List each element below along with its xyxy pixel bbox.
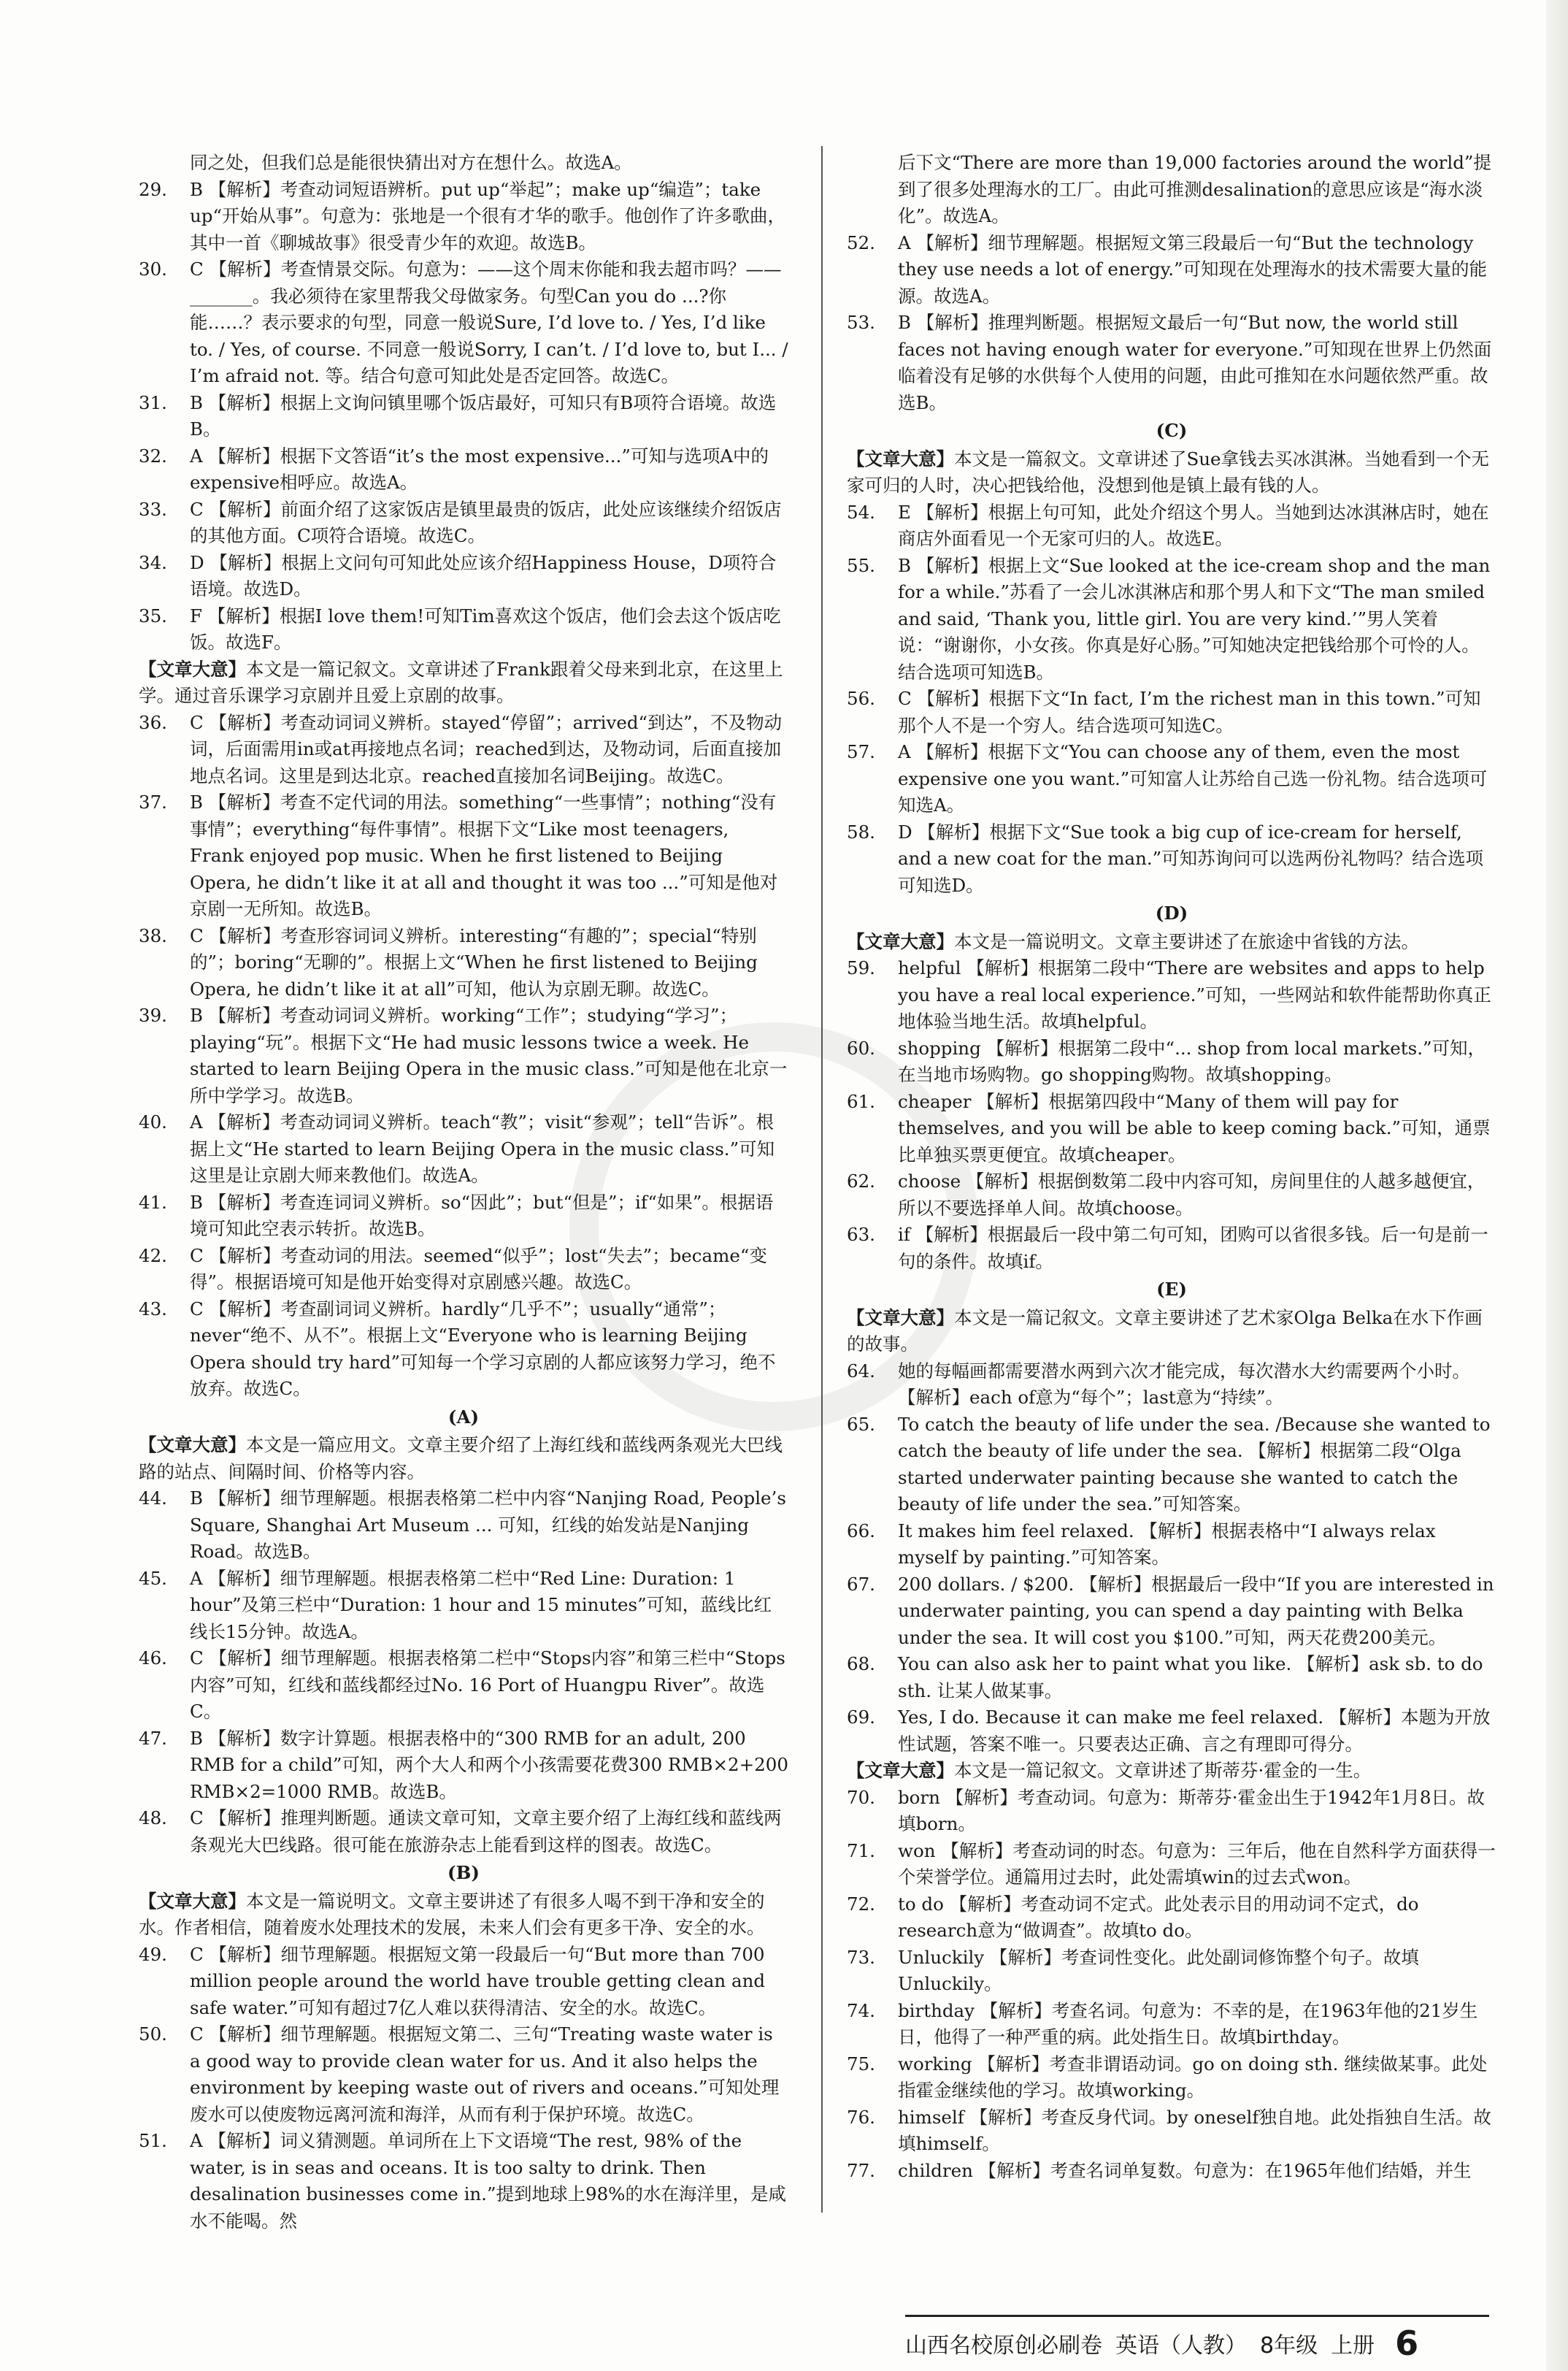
answer-item — [847, 1838, 1496, 1891]
answer-text: Unluckily 【解析】考查词性变化。此处副词修饰整个句子。故填Unluckily。 — [898, 1946, 1419, 1994]
section-heading: (C) — [1156, 420, 1188, 441]
answer-number: 64. — [847, 1360, 875, 1382]
answer-item — [139, 1805, 788, 1858]
summary-label: 【文章大意】 — [847, 448, 954, 470]
answer-number: 34. — [139, 551, 167, 573]
answer-text: birthday 【解析】考查名词。句意为：不幸的是，在1963年他的21岁生日，他得了一种严重的病。此处指生日。故填birthday。 — [898, 1999, 1478, 2048]
answer-item — [139, 923, 788, 1003]
summary-text: 本文是一篇说明文。文章主要讲述了有很多人喝不到干净和安全的水。作者相信，随着废水处理技术的发展，未来人们会有更多干净、安全的水。 — [139, 1890, 765, 1938]
answer-text: C 【解析】考查副词词义辨析。hardly“几乎不”；usually“通常”；never“绝不、从不”。根据上文“Everyone who is learning Beijing Opera should try hard”可知每一个学习京剧的人都应该努力学习，绝不放弃。故选C。 — [190, 1298, 776, 1399]
answer-number: 61. — [847, 1090, 875, 1112]
answer-text: himself 【解析】考查反身代词。by oneself独自地。此处指独自生活。故填himself。 — [898, 2106, 1491, 2154]
answer-item — [847, 1518, 1496, 1571]
answer-number: 44. — [139, 1487, 167, 1509]
answer-item — [847, 1651, 1496, 1704]
answer-item — [847, 819, 1496, 900]
answer-text: C 【解析】考查动词的用法。seemed“似乎”；lost“失去”；became“变得”。根据语境可知是他开始变得对京剧感兴趣。故选C。 — [190, 1244, 767, 1292]
article-summary — [847, 929, 1496, 956]
section-heading: (B) — [447, 1862, 480, 1883]
answer-text: A 【解析】根据下文答语“it’s the most expensive...”可知与选项A中的expensive相呼应。故选A。 — [190, 445, 769, 493]
answer-number: 73. — [847, 1946, 875, 1968]
right-column — [847, 150, 1496, 2184]
answer-number: 57. — [847, 741, 875, 762]
answer-number: 37. — [139, 792, 167, 813]
answer-text: It makes him feel relaxed. 【解析】根据表格中“I always relax myself by painting.”可知答案。 — [898, 1520, 1436, 1568]
answer-number: 39. — [139, 1005, 167, 1026]
left-column — [139, 150, 788, 2234]
answer-text: C 【解析】考查动词词义辨析。stayed“停留”；arrived“到达”，不及物动词，后面需用in或at再接地点名词；reached到达，及物动词，后面直接加地点名词。这里是到达北京。reached直接加名词Beijing。故选C。 — [190, 711, 783, 786]
answer-number: 75. — [847, 2053, 875, 2075]
answer-number: 42. — [139, 1244, 167, 1266]
summary-text: 本文是一篇说明文。文章主要讲述了在旅途中省钱的方法。 — [954, 930, 1419, 952]
summary-label: 【文章大意】 — [139, 1890, 246, 1912]
answer-number: 60. — [847, 1037, 875, 1059]
answer-item — [847, 310, 1496, 416]
page-number: 6 — [1395, 2324, 1419, 2363]
answer-text: B 【解析】考查动词词义辨析。working“工作”；studying“学习”；playing“玩”。根据下文“He had music lessons twice a week. He started to learn Beijing Opera in the music class.”可知是他在北京一所中学学习。故选B。 — [190, 1005, 788, 1106]
answer-item — [139, 1109, 788, 1190]
answer-number: 65. — [847, 1413, 875, 1435]
answer-text: helpful 【解析】根据第二段中“There are websites and apps to help you have a real local experience.”可知，一些网站和软件能帮助你真正地体验当地生活。故填helpful。 — [898, 957, 1491, 1032]
answer-item — [139, 550, 788, 603]
answer-item — [847, 1089, 1496, 1169]
answer-text: B 【解析】细节理解题。根据表格第二栏中内容“Nanjing Road, People’s Square, Shanghai Art Museum ... 可知，红线的始发站是Nanjing Road。故选B。 — [190, 1487, 786, 1562]
answer-text: C 【解析】细节理解题。根据短文第一段最后一句“But more than 700 million people around the world have trouble getting clean and safe water.”可知有超过7亿人难以获得清洁、安全的水。故选C。 — [190, 1943, 766, 2018]
answer-item — [847, 1168, 1496, 1222]
answer-number: 56. — [847, 688, 875, 709]
answer-text: choose 【解析】根据倒数第二段中内容可知，房间里住的人越多越便宜，所以不要选择单人间。故填choose。 — [898, 1171, 1486, 1219]
answer-text: born 【解析】考查动词。句意为：斯蒂芬·霍金出生于1942年1月8日。故填born。 — [898, 1786, 1486, 1834]
section-heading: (D) — [1155, 903, 1188, 924]
answer-text: A 【解析】考查动词词义辨析。teach“教”；visit“参观”；tell“告诉”。根据上文“He started to learn Beijing Opera in the music class.”可知这里是让京剧大师来教他们。故选A。 — [190, 1111, 775, 1186]
answer-number: 43. — [139, 1298, 167, 1319]
answer-item — [139, 1566, 788, 1646]
answer-item — [847, 739, 1496, 819]
answer-text: A 【解析】细节理解题。根据短文第三段最后一句“But the technology they use needs a lot of energy.”可知现在处理海水的技术需要大量的能源。故选A。 — [898, 231, 1488, 307]
answer-text: working 【解析】考查非谓语动词。go on doing sth. 继续做某事。此处指霍金继续他的学习。故填working。 — [898, 2053, 1488, 2101]
answer-number: 35. — [139, 605, 167, 627]
article-summary — [847, 1758, 1496, 1785]
answer-item — [847, 1358, 1496, 1412]
article-summary — [139, 1888, 788, 1942]
answer-number: 67. — [847, 1573, 875, 1595]
answer-number: 49. — [139, 1943, 167, 1965]
answer-item — [847, 955, 1496, 1035]
answer-item — [847, 499, 1496, 553]
answer-text: B 【解析】推理判断题。根据短文最后一句“But now, the world still faces not having enough water for everyone.”可知现在世界上仍然面临着没有足够的水供每个人使用的问题，由此可推知在水问题依然严重。故选B。 — [898, 312, 1492, 413]
answer-item — [139, 2021, 788, 2128]
answer-text: 200 dollars. / $200. 【解析】根据最后一段中“If you are interested in underwater painting, you can spend a day painting with Belka under the sea. It will cost you $100.”可知，两天花费200美元。 — [898, 1573, 1494, 1648]
answer-text: B 【解析】数字计算题。根据表格中的“300 RMB for an adult, 200 RMB for a child”可知，两个大人和两个小孩需要花费300 RMB×2+200 RMB×2=1000 RMB。故选B。 — [190, 1727, 788, 1802]
page-footer — [905, 2315, 1489, 2365]
answer-number: 45. — [139, 1567, 167, 1589]
answer-number: 54. — [847, 501, 875, 523]
article-summary — [139, 656, 788, 710]
answer-number: 68. — [847, 1653, 875, 1674]
answer-text: You can also ask her to paint what you like. 【解析】ask sb. to do sth. 让某人做某事。 — [898, 1653, 1483, 1701]
answer-item — [847, 1891, 1496, 1945]
answer-item — [847, 1785, 1496, 1838]
answer-number: 29. — [139, 178, 167, 200]
footer-series: 山西名校原创必刷卷 — [905, 2333, 1102, 2359]
answer-item — [139, 1942, 788, 2022]
answer-text: A 【解析】根据下文“You can choose any of them, even the most expensive one you want.”可知富人让苏给自己选一份礼物。结合选项可知选A。 — [898, 741, 1488, 816]
article-summary — [139, 1432, 788, 1485]
answer-text: D 【解析】根据下文“Sue took a big cup of ice-cream for herself, and a new coat for the man.”可知苏询问可以选两份礼物吗？结合选项可知选D。 — [898, 821, 1484, 896]
answer-item — [847, 2051, 1496, 2104]
answer-text: to do 【解析】考查动词不定式。此处表示目的用动词不定式，do research意为“做调查”。故填to do。 — [898, 1893, 1419, 1941]
answer-number: 63. — [847, 1224, 875, 1245]
answer-text: won 【解析】考查动词的时态。句意为：三年后，他在自然科学方面获得一个荣誉学位。通篇用过去时，此处需填win的过去式won。 — [898, 1839, 1496, 1888]
answer-item — [139, 1725, 788, 1806]
answer-item — [847, 1035, 1496, 1089]
answer-text: A 【解析】词义猜测题。单词所在上下文语境“The rest, 98% of the water, is in seas and oceans. It is too salty to drink. Then desalination businesses come in.”提到地球上98%的水在海洋里，是咸水不能喝。然 — [190, 2130, 786, 2232]
answer-text: C 【解析】前面介绍了这家饭店是镇里最贵的饭店，此处应该继续介绍饭店的其他方面。C项符合语境。故选C。 — [190, 498, 782, 546]
answer-item — [139, 1645, 788, 1725]
footer-subject: 英语（人教） — [1115, 2333, 1247, 2359]
answer-text: B 【解析】根据上文“Sue looked at the ice-cream shop and the man for a while.”苏看了一会儿冰淇淋店和那个男人和下文“The man smiled and said, ‘Thank you, little girl. You are very kind.’”男人笑着说：“谢谢你，小女孩。你真是好心肠。”可知她决定把钱给那个可怜的人。结合选项可知选B。 — [898, 554, 1491, 683]
footer-volume: 上册 — [1331, 2333, 1375, 2359]
article-summary — [847, 1305, 1496, 1358]
answer-item — [139, 1243, 788, 1296]
answer-item — [139, 789, 788, 923]
answer-number: 71. — [847, 1839, 875, 1861]
answer-text: C 【解析】考查情景交际。句意为：——这个周末你能和我去超市吗？——_______。我必须待在家里帮我父母做家务。句型Can you do ...?你能……？表示要求的句型，同意一般说Sure, I’d love to. / Yes, I’d like to. / Yes, of course. 不同意一般说Sorry, I can’t. / I’d love to, but I... / I’m afraid not. 等。结合句意可知此处是否定回答。故选C。 — [190, 258, 788, 386]
answer-item — [139, 1296, 788, 1403]
answer-text: B 【解析】考查连词词义辨析。so“因此”；but“但是”；if“如果”。根据语境可知此空表示转折。故选B。 — [190, 1191, 774, 1239]
column-divider — [821, 146, 823, 2213]
answer-text: E 【解析】根据上句可知，此处介绍这个男人。当她到达冰淇淋店时，她在商店外面看见一个无家可归的人。故选E。 — [898, 501, 1489, 549]
answer-item — [139, 390, 788, 443]
answer-item — [847, 686, 1496, 739]
answer-number: 31. — [139, 391, 167, 413]
summary-text: 本文是一篇记叙文。文章讲述了Frank跟着父母来到北京，在这里上学。通过音乐课学习京剧并且爱上京剧的故事。 — [139, 658, 783, 706]
answer-number: 47. — [139, 1727, 167, 1749]
answer-item — [847, 1945, 1496, 1998]
answer-number: 66. — [847, 1520, 875, 1541]
answer-item — [139, 1485, 788, 1566]
summary-text: 本文是一篇记叙文。文章讲述了斯蒂芬·霍金的一生。 — [954, 1760, 1372, 1781]
answer-number: 51. — [139, 2130, 167, 2151]
article-summary — [847, 446, 1496, 499]
answer-text: cheaper 【解析】根据第四段中“Many of them will pay for themselves, and you will be able to keep coming back.”可知，通票比单独买票更便宜。故填cheaper。 — [898, 1090, 1491, 1165]
answer-number: 53. — [847, 312, 875, 333]
summary-text: 本文是一篇应用文。文章主要介绍了上海红线和蓝线两条观光大巴线路的站点、间隔时间、价格等内容。 — [139, 1434, 783, 1482]
answer-number: 70. — [847, 1786, 875, 1808]
answer-number: 52. — [847, 231, 875, 253]
answer-text: C 【解析】细节理解题。根据短文第二、三句“Treating waste water is a good way to provide clean water for us. And it also helps the environment by keeping waste out of rivers and oceans.”可知处理废水可以使废物远离河流和海洋，从而有利于保护环境。故选C。 — [190, 2023, 780, 2125]
answer-text: C 【解析】根据下文“In fact, I’m the richest man in this town.”可知那个人不是一个穷人。结合选项可知选C。 — [898, 688, 1481, 736]
answer-number: 62. — [847, 1171, 875, 1192]
answer-item — [847, 2158, 1496, 2185]
answer-text: B 【解析】考查动词短语辨析。put up“举起”；make up“编造”；take up“开始从事”。句意为：张地是一个很有才华的歌手。他创作了许多歌曲，其中一首《聊城故事》很受青少年的欢迎。故选B。 — [190, 178, 786, 253]
answer-text: A 【解析】细节理解题。根据表格第二栏中“Red Line: Duration: 1 hour”及第三栏中“Duration: 1 hour and 15 minutes”可知，蓝线比红线长15分钟。故选A。 — [190, 1567, 772, 1642]
answer-text: Yes, I do. Because it can make me feel relaxed. 【解析】本题为开放性试题，答案不唯一。只要表达正确、言之有理即可得分。 — [898, 1707, 1491, 1755]
continued-text: 后下文“There are more than 19,000 factories around the world”提到了很多处理海水的工厂。由此可推测desalination的意思应该是“海水淡化”。故选A。 — [898, 152, 1491, 226]
answer-number: 38. — [139, 924, 167, 946]
summary-text: 本文是一篇叙文。文章讲述了Sue拿钱去买冰淇淋。当她看到一个无家可归的人时，决心把钱给他，没想到他是镇上最有钱的人。 — [847, 448, 1490, 496]
answer-number: 55. — [847, 554, 875, 576]
answer-number: 41. — [139, 1191, 167, 1213]
answer-text: children 【解析】考查名词单复数。句意为：在1965年他们结婚，并生 — [898, 2159, 1472, 2181]
summary-label: 【文章大意】 — [139, 658, 246, 680]
answer-text: B 【解析】考查不定代词的用法。something“一些事情”；nothing“没有事情”；everything“每件事情”。根据下文“Like most teenagers, Frank enjoyed pop music. When he first listened to Beijing Opera, he didn’t like it at all and thought it was too ...”可知是他对京剧一无所知。故选B。 — [190, 792, 778, 919]
page-edge — [1546, 0, 1568, 2371]
answer-number: 30. — [139, 258, 167, 280]
answer-number: 46. — [139, 1647, 167, 1669]
answer-text: 她的每幅画都需要潜水两到六次才能完成，每次潜水大约需要两个小时。 【解析】each of意为“每个”；last意为“持续”。 — [898, 1360, 1470, 1408]
answer-item — [847, 1704, 1496, 1758]
answer-item — [847, 1412, 1496, 1518]
section-heading: (A) — [447, 1406, 480, 1428]
answer-text: shopping 【解析】根据第二段中“... shop from local markets.”可知，在当地市场购物。go shopping购物。故填shopping。 — [898, 1037, 1486, 1085]
answer-number: 59. — [847, 957, 875, 978]
answer-number: 33. — [139, 498, 167, 520]
answer-text: F 【解析】根据I love them!可知Tim喜欢这个饭店，他们会去这个饭店吃饭。故选F。 — [190, 605, 781, 653]
answer-text: D 【解析】根据上文问句可知此处应该介绍Happiness House，D项符合语境。故选D。 — [190, 551, 777, 600]
section-heading: (E) — [1156, 1279, 1187, 1300]
answer-number: 72. — [847, 1893, 875, 1915]
answer-item — [847, 1998, 1496, 2051]
continued-text: 同之处，但我们总是能很快猜出对方在想什么。故选A。 — [190, 152, 632, 173]
footer-grade: 8年级 — [1260, 2333, 1318, 2359]
summary-text: 本文是一篇记叙文。文章主要讲述了艺术家Olga Belka在水下作画的故事。 — [847, 1306, 1483, 1355]
summary-label: 【文章大意】 — [847, 930, 954, 952]
answer-number: 36. — [139, 711, 167, 733]
answer-item — [139, 710, 788, 790]
answer-item — [139, 443, 788, 497]
answer-item — [139, 1190, 788, 1243]
answer-number: 77. — [847, 2159, 875, 2181]
answer-text: C 【解析】考查形容词词义辨析。interesting“有趣的”；special“特别的”；boring“无聊的”。根据上文“When he first listened to Beijing Opera, he didn’t like it at all”可知，他认为京剧无聊。故选C。 — [190, 924, 758, 1000]
answer-item — [139, 256, 788, 390]
answer-text: C 【解析】细节理解题。根据表格第二栏中“Stops内容”和第三栏中“Stops内容”可知，红线和蓝线都经过No. 16 Port of Huangpu River”。故选C。 — [190, 1647, 785, 1722]
answer-text: B 【解析】根据上文询问镇里哪个饭店最好，可知只有B项符合语境。故选B。 — [190, 391, 777, 440]
answer-item — [139, 1003, 788, 1109]
answer-item — [139, 603, 788, 656]
answer-text: To catch the beauty of life under the sea. /Because she wanted to catch the beauty of life under the sea. 【解析】根据第二段“Olga started underwater painting because she wanted to catch the beauty of life under the sea.”可知答案。 — [898, 1413, 1491, 1514]
answer-item — [847, 2104, 1496, 2158]
answer-item — [847, 553, 1496, 686]
answer-number: 69. — [847, 1707, 875, 1728]
answer-item — [847, 1571, 1496, 1652]
answer-number: 32. — [139, 445, 167, 467]
answer-number: 76. — [847, 2106, 875, 2128]
answer-item — [847, 230, 1496, 310]
summary-label: 【文章大意】 — [847, 1760, 954, 1781]
answer-item — [847, 1222, 1496, 1275]
answer-number: 40. — [139, 1111, 167, 1133]
answer-number: 48. — [139, 1807, 167, 1828]
answer-number: 74. — [847, 1999, 875, 2021]
answer-item — [139, 497, 788, 550]
answer-item — [139, 2128, 788, 2234]
answer-number: 50. — [139, 2023, 167, 2045]
answer-text: C 【解析】推理判断题。通读文章可知，文章主要介绍了上海红线和蓝线两条观光大巴线路。很可能在旅游杂志上能看到这样的图表。故选C。 — [190, 1807, 782, 1855]
summary-label: 【文章大意】 — [139, 1434, 246, 1455]
summary-label: 【文章大意】 — [847, 1306, 954, 1328]
answer-number: 58. — [847, 821, 875, 843]
answer-item — [139, 177, 788, 257]
answer-text: if 【解析】根据最后一段中第二句可知，团购可以省很多钱。后一句是前一句的条件。故填if。 — [898, 1224, 1488, 1272]
